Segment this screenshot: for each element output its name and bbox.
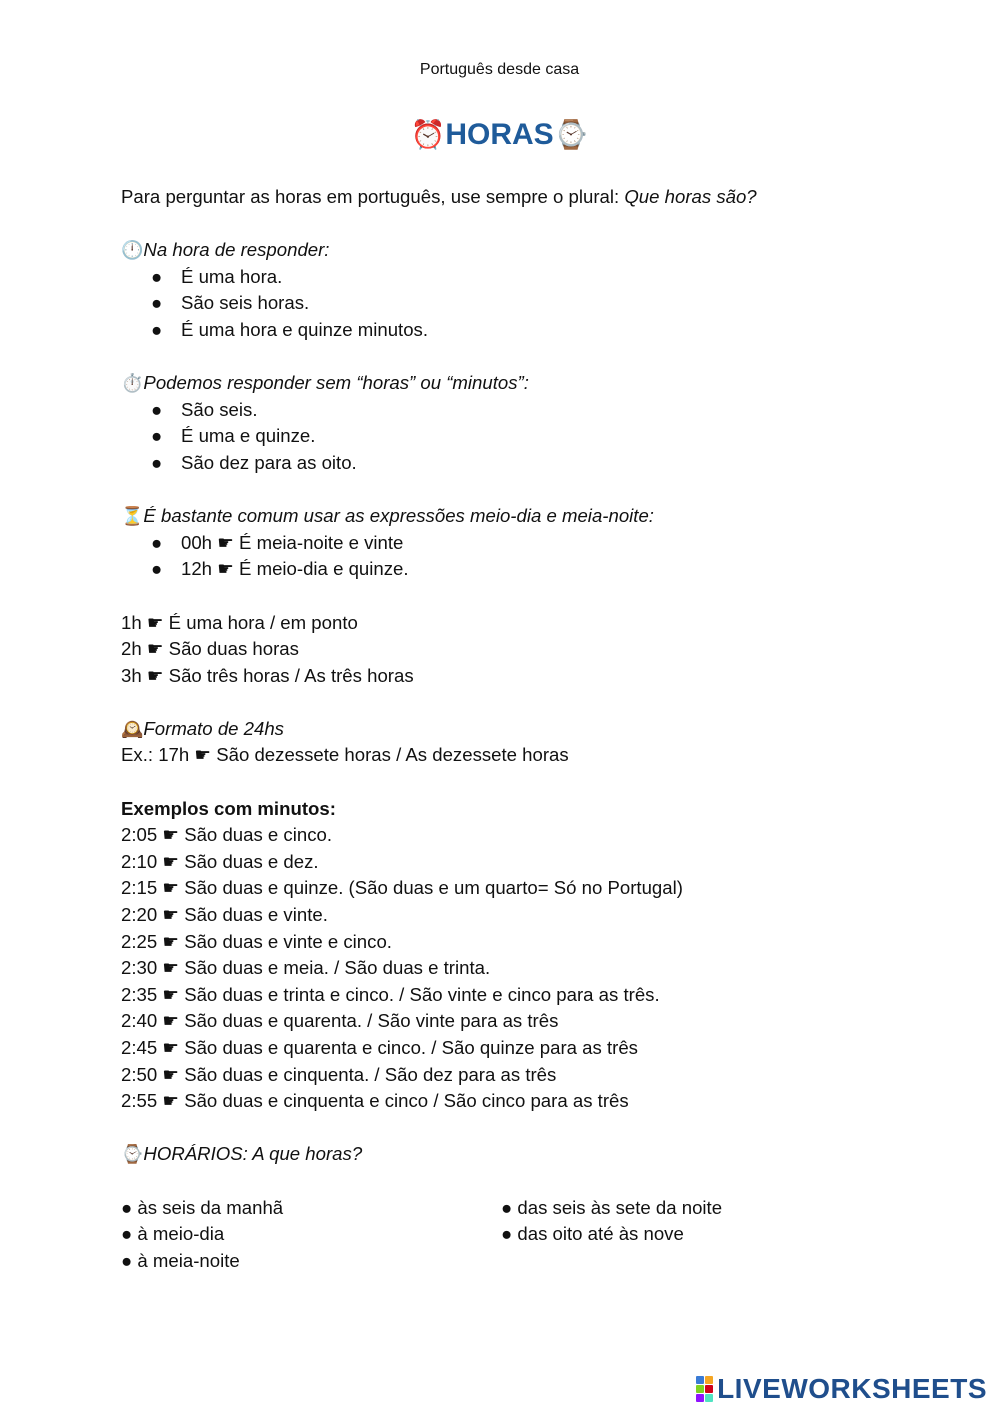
intro-question: Que horas são? [624,186,757,207]
title-text: HORAS [445,118,554,151]
list-item: ● 12h ☛ É meio-dia e quinze. [151,558,409,580]
horarios-right-column [501,1195,881,1275]
list-item: ● São seis horas. [151,292,310,314]
horarios-columns [121,1195,881,1275]
hour-line: 3h ☛ São três horas / As três horas [121,664,414,686]
horarios-left-column [121,1195,501,1275]
hourglass-icon: ⏳ [121,506,144,527]
minutes-heading: Exemplos com minutos: [121,797,336,819]
logo-text: LIVEWORKSHEETS [717,1373,987,1404]
list-item: ● 00h ☛ É meia-noite e vinte [151,531,404,553]
minute-example: 2:10 ☛ São duas e dez. [121,850,319,872]
logo-icon [696,1376,713,1402]
minute-example: 2:25 ☛ São duas e vinte e cinco. [121,930,392,952]
minute-example: 2:45 ☛ São duas e quarenta e cinco. / São quinze para as três [121,1037,638,1058]
list-item: ● à meio-dia [121,1223,225,1245]
clock-icon: 🕛 [121,240,144,261]
minute-example: 2:30 ☛ São duas e meia. / São duas e trinta. [121,957,491,979]
hour-line: 1h ☛ É uma hora / em ponto [121,611,358,633]
format-example: Ex.: 17h ☛ São dezessete horas / As dezessete horas [121,744,569,766]
minute-example: 2:55 ☛ São duas e cinquenta e cinco / São cinco para as três [121,1090,629,1112]
list-item: ● das oito até às nove [501,1223,684,1245]
mantel-clock-icon: 🕰️ [121,718,144,739]
horarios-heading: ⌚HORÁRIOS: A que horas? [121,1143,363,1165]
minute-example: 2:50 ☛ São duas e cinquenta. / São dez para as três [121,1063,557,1085]
section3-heading: ⏳É bastante comum usar as expressões meio-dia e meia-noite: [121,505,654,527]
page-header: Português desde casa [419,61,580,78]
list-item: ● É uma e quinze. [151,425,316,447]
page-title [0,118,999,152]
alarm-clock-icon: ⏰ [410,119,446,150]
list-item: ● à meia-noite [121,1249,240,1271]
watch-icon: ⌚ [553,119,589,150]
list-item: ● São seis. [151,398,258,420]
minute-example: 2:15 ☛ São duas e quinze. (São duas e um quarto= Só no Portugal) [121,877,683,899]
content [121,184,881,1274]
watch-icon: ⌚ [121,1144,144,1165]
list-item: ● às seis da manhã [121,1196,284,1218]
stopwatch-icon: ⏱️ [121,373,144,394]
minute-example: 2:40 ☛ São duas e quarenta. / São vinte para as três [121,1010,559,1032]
intro-text: Para perguntar as horas em português, use sempre o plural: [121,186,625,207]
minute-example: 2:20 ☛ São duas e vinte. [121,904,328,926]
liveworksheets-logo[interactable] [696,1373,987,1405]
list-item: ● É uma hora. [151,265,283,287]
section2-heading: ⏱️Podemos responder sem “horas” ou “minutos”: [121,372,529,394]
intro-paragraph [121,184,881,211]
section1-heading: 🕛Na hora de responder: [121,239,330,261]
minute-example: 2:35 ☛ São duas e trinta e cinco. / São vinte e cinco para as três. [121,983,660,1005]
minute-example: 2:05 ☛ São duas e cinco. [121,824,333,846]
section4-heading: 🕰️Formato de 24hs [121,717,284,739]
list-item: ● É uma hora e quinze minutos. [151,318,429,340]
list-item: ● São dez para as oito. [151,451,357,473]
list-item: ● das seis às sete da noite [501,1196,723,1218]
hour-line: 2h ☛ São duas horas [121,638,299,660]
